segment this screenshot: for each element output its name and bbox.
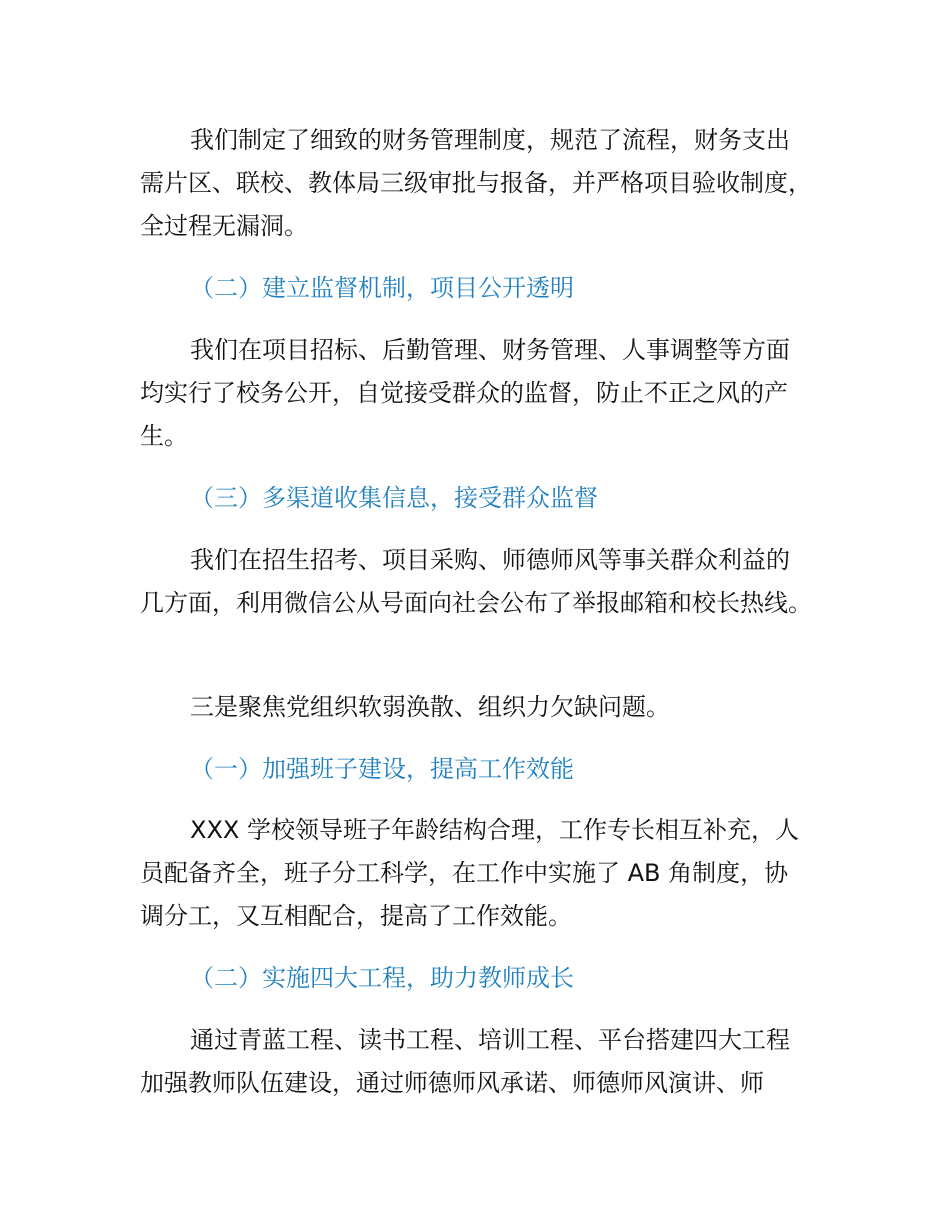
paragraph-reporting-channels: 我们在招生招考、项目采购、师德师风等事关群众利益的几方面，利用微信公从号面向社会公布了举报邮箱和校长热线。: [140, 546, 812, 617]
paragraph-financial-system: 我们制定了细致的财务管理制度，规范了流程，财务支出需片区、联校、教体局三级审批与报备，并严格项目验收制度，全过程无漏洞。: [140, 126, 812, 240]
paragraph-party-organization: 三是聚焦党组织软弱涣散、组织力欠缺问题。: [190, 693, 670, 721]
section-heading-four-projects: （二）实施四大工程，助力教师成长: [190, 964, 574, 992]
paragraph-leadership-team: XXX 学校领导班子年龄结构合理，工作专长相互补充，人员配备齐全，班子分工科学，在工作中实施了 AB 角制度，协调分工，又互相配合，提高了工作效能。: [140, 816, 799, 930]
section-heading-supervision: （二）建立监督机制，项目公开透明: [190, 274, 574, 302]
paragraph-public-affairs: 我们在项目招标、后勤管理、财务管理、人事调整等方面均实行了校务公开，自觉接受群众的监督，防止不正之风的产生。: [140, 336, 790, 450]
section-heading-information-channels: （三）多渠道收集信息，接受群众监督: [190, 484, 598, 512]
section-heading-team-building: （一）加强班子建设，提高工作效能: [190, 755, 574, 783]
paragraph-teacher-growth: 通过青蓝工程、读书工程、培训工程、平台搭建四大工程加强教师队伍建设，通过师德师风承诺、师德师风演讲、师: [140, 1026, 790, 1097]
